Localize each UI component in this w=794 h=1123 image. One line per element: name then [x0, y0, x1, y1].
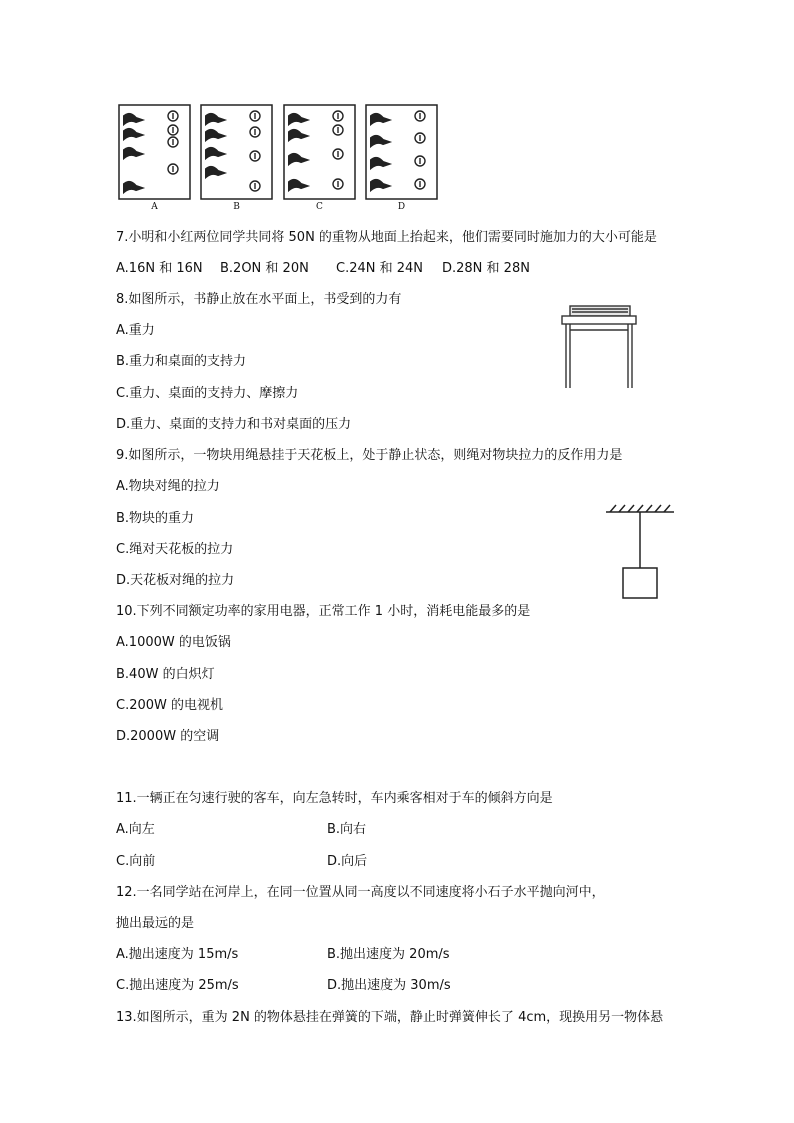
book-on-table-figure	[556, 302, 644, 394]
q10-option-a: A.1000W 的电饭锅	[116, 635, 231, 650]
q10-option-c: C.200W 的电视机	[116, 698, 224, 713]
q9-option-a: A.物块对绳的拉力	[116, 479, 220, 494]
q9-option-b: B.物块的重力	[116, 511, 195, 526]
q7-option-d: D.28N 和 28N	[442, 261, 530, 276]
figure-panel-c	[283, 104, 356, 200]
figure-panel-d	[365, 104, 438, 200]
q11-option-d: D.向后	[327, 854, 368, 869]
q9-stem: 9.如图所示，一物块用绳悬挂于天花板上，处于静止状态，则绳对物块拉力的反作用力是	[116, 448, 623, 463]
q12-option-b: B.抛出速度为 20m/s	[327, 947, 450, 962]
q12-option-c: C.抛出速度为 25m/s	[116, 978, 239, 993]
figure-label-c: C	[316, 202, 323, 212]
q13-stem: 13.如图所示，重为 2N 的物体悬挂在弹簧的下端，静止时弹簧伸长了 4cm，现换用另一物体悬	[116, 1010, 664, 1025]
q12-option-d: D.抛出速度为 30m/s	[327, 978, 451, 993]
figure-label-d: D	[397, 202, 406, 212]
q7-option-c: C.24N 和 24N	[336, 261, 424, 276]
figure-panel-a	[118, 104, 191, 200]
q8-option-a: A.重力	[116, 323, 155, 338]
figure-panel-b	[200, 104, 273, 200]
hanging-block-figure	[600, 504, 680, 604]
q8-option-c: C.重力、桌面的支持力、摩擦力	[116, 386, 299, 401]
q7-option-a: A.16N 和 16N	[116, 261, 203, 276]
q9-option-c: C.绳对天花板的拉力	[116, 542, 234, 557]
q10-stem: 10.下列不同额定功率的家用电器，正常工作 1 小时，消耗电能最多的是	[116, 604, 531, 619]
q11-option-b: B.向右	[327, 822, 367, 837]
q8-option-b: B.重力和桌面的支持力	[116, 354, 247, 369]
q11-option-c: C.向前	[116, 854, 156, 869]
q7-option-b: B.2ON 和 20N	[220, 261, 309, 276]
q8-stem: 8.如图所示，书静止放在水平面上，书受到的力有	[116, 292, 402, 307]
q7-stem: 7.小明和小红两位同学共同将 50N 的重物从地面上抬起来，他们需要同时施加力的大小可能是	[116, 230, 657, 245]
figure-label-a: A	[151, 202, 158, 212]
q10-option-d: D.2000W 的空调	[116, 729, 220, 744]
q12-stem-line1: 12.一名同学站在河岸上，在同一位置从同一高度以不同速度将小石子水平抛向河中，	[116, 885, 605, 900]
q9-option-d: D.天花板对绳的拉力	[116, 573, 235, 588]
q10-option-b: B.40W 的白炽灯	[116, 667, 215, 682]
q11-stem: 11.一辆正在匀速行驶的客车，向左急转时，车内乘客相对于车的倾斜方向是	[116, 791, 553, 806]
q12-option-a: A.抛出速度为 15m/s	[116, 947, 239, 962]
q11-option-a: A.向左	[116, 822, 155, 837]
figure-label-b: B	[233, 202, 240, 212]
q12-stem-line2: 抛出最远的是	[116, 916, 195, 931]
q8-option-d: D.重力、桌面的支持力和书对桌面的压力	[116, 417, 352, 432]
